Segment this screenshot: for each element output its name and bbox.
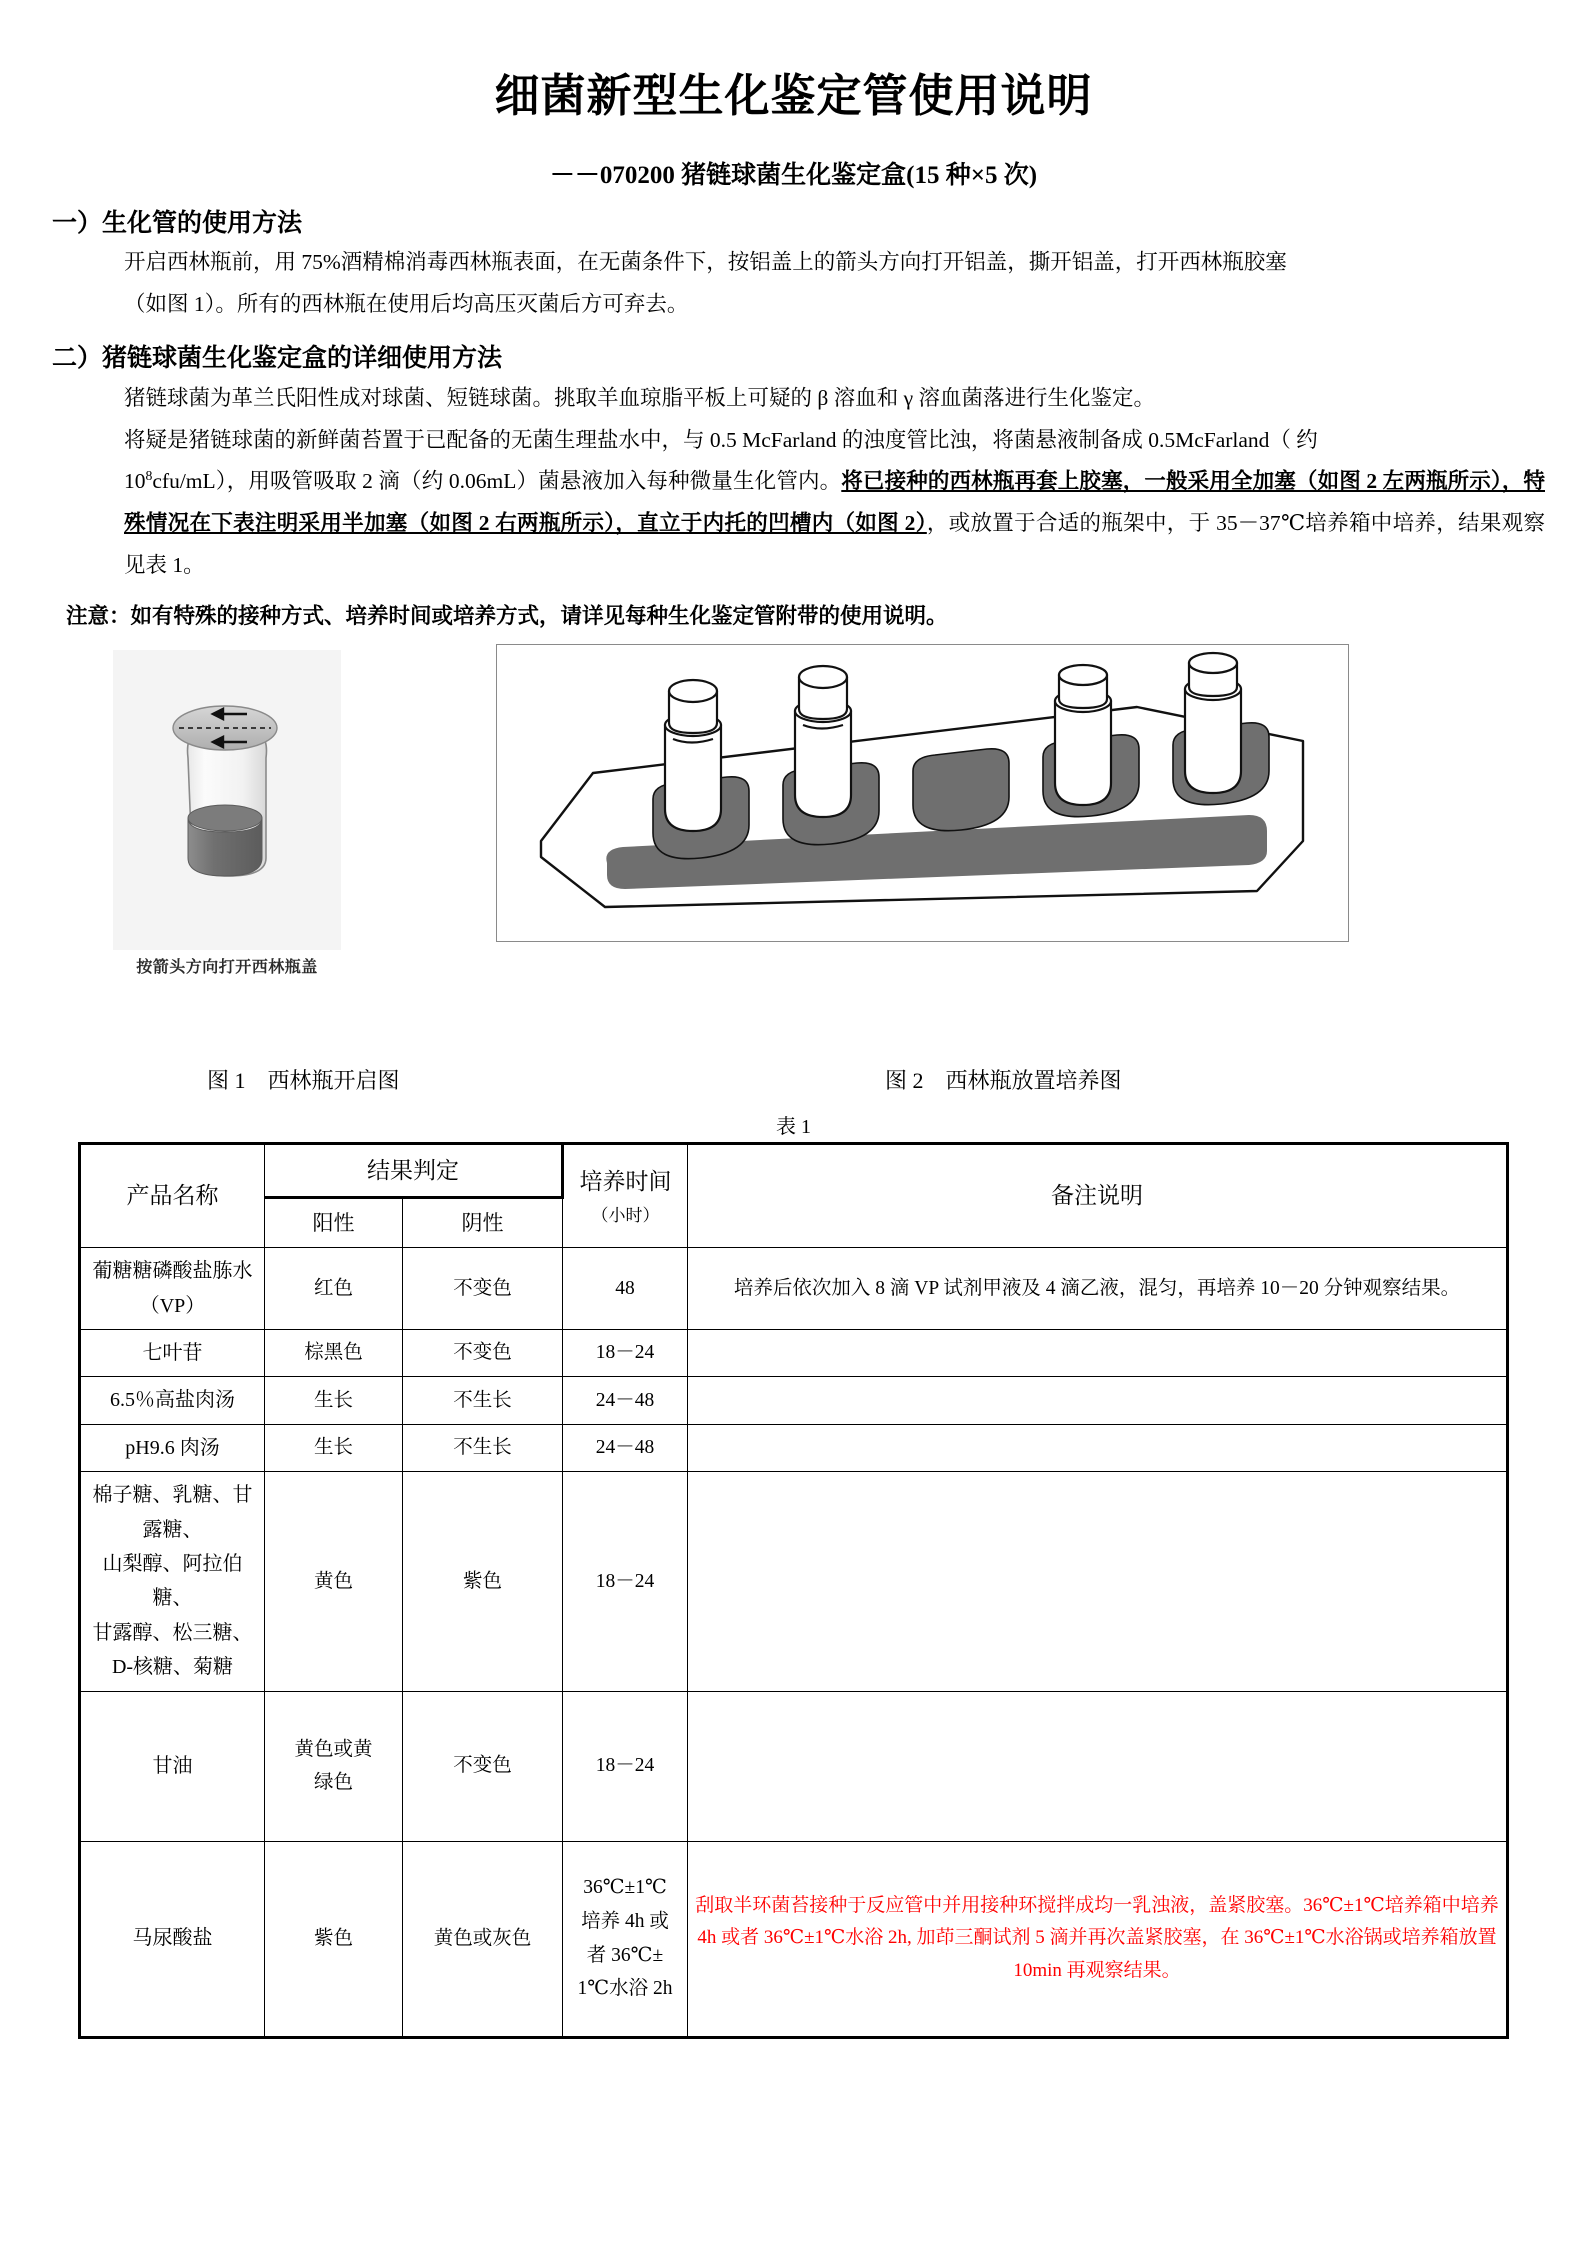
section-2-paragraph-1: 猪链球菌为革兰氏阳性成对球菌、短链球菌。挑取羊血琼脂平板上可疑的 β 溶血和 γ 溶血菌落进行生化鉴定。 <box>124 385 1155 410</box>
header-product: 产品名称 <box>80 1143 265 1248</box>
cell-negative: 不生长 <box>403 1424 563 1471</box>
cell-negative: 不生长 <box>403 1377 563 1424</box>
cell-time: 24－48 <box>563 1377 688 1424</box>
cell-product: pH9.6 肉汤 <box>80 1424 265 1471</box>
page-subtitle: －－070200 猪链球菌生化鉴定盒(15 种×5 次) <box>549 161 1038 189</box>
cell-product: 马尿酸盐 <box>80 1841 265 2037</box>
section-1-paragraph-1: 开启西林瓶前，用 75%酒精棉消毒西林瓶表面，在无菌条件下，按铝盖上的箭头方向打开铝盖，撕开铝盖，打开西林瓶胶塞 <box>124 250 1287 275</box>
header-time-label: 培养时间 <box>579 1168 672 1194</box>
figure-1-inline-caption: 按箭头方向打开西林瓶盖 <box>136 958 318 976</box>
figure-2-caption <box>885 1064 1122 1095</box>
cell-negative: 不变色 <box>403 1330 563 1377</box>
figure-captions <box>0 1064 1587 1110</box>
para2-line2: $10^8cfu/mL$），用吸管吸取 2 滴（约 0.06mL）菌悬液加入每种微量生化管内。 <box>124 468 842 494</box>
cell-product: 棉子糖、乳糖、甘露糖、 山梨醇、阿拉伯糖、 甘露醇、松三糖、 D-核糖、菊糖 <box>80 1472 265 1691</box>
cell-positive: 紫色 <box>265 1841 403 2037</box>
cell-time: 24－48 <box>563 1424 688 1471</box>
table-row <box>80 1841 1508 2037</box>
header-time-unit: （小时） <box>591 1206 660 1226</box>
para2-line1: 将疑是猪链球菌的新鲜菌苔置于已配备的无菌生理盐水中，与 0.5 McFarland 的浊度管比浊，将菌悬液制备成 0.5McFarland（ 约 <box>124 427 1318 452</box>
cell-remark <box>688 1330 1508 1377</box>
section-heading-2: 二）猪链球菌生化鉴定盒的详细使用方法 <box>52 344 503 373</box>
page-title: 细菌新型生化鉴定管使用说明 <box>494 70 1093 121</box>
cell-product: 葡糖糖磷酸盐胨水 （VP） <box>80 1248 265 1330</box>
para2-line3: ，或放置于合适的瓶架中，于 35－37℃培养箱中培养，结果观察见表 1。 <box>124 511 1545 578</box>
document-body <box>0 205 1587 634</box>
header-positive: 阳性 <box>265 1198 403 1248</box>
cell-remark: 培养后依次加入 8 滴 VP 试剂甲液及 4 滴乙液，混匀，再培养 10－20 分钟观察结果。 <box>688 1248 1508 1330</box>
table-header-row-1 <box>80 1143 1508 1198</box>
header-negative: 阴性 <box>403 1198 563 1248</box>
cell-product: 6.5％高盐肉汤 <box>80 1377 265 1424</box>
figures-area <box>0 650 1587 1050</box>
table-row <box>80 1424 1508 1471</box>
cell-product: 甘油 <box>80 1691 265 1841</box>
section-1-paragraph-2: （如图 1）。所有的西林瓶在使用后均高压灭菌后方可弃去。 <box>124 292 689 317</box>
figure-2-caption-text: 西林瓶放置培养图 <box>945 1067 1122 1093</box>
table-label: 表 1 <box>776 1115 811 1138</box>
cell-remark: 刮取半环菌苔接种于反应管中并用接种环搅拌成均一乳浊液，盖紧胶塞。36℃±1℃培养箱中培养 4h 或者 36℃±1℃水浴 2h, 加茚三酮试剂 5 滴并再次盖紧胶塞，在 36℃±1℃水浴锅或培养箱放置 10min 再观察结果。 <box>688 1841 1508 2037</box>
figure-2-image <box>496 644 1349 942</box>
attention-note: 注意：如有特殊的接种方式、培养时间或培养方式，请详见每种生化鉴定管附带的使用说明。 <box>66 604 948 629</box>
cell-positive: 红色 <box>265 1248 403 1330</box>
cell-remark <box>688 1472 1508 1691</box>
header-remark: 备注说明 <box>688 1143 1508 1248</box>
cell-positive: 黄色或黄 绿色 <box>265 1691 403 1841</box>
table-row <box>80 1330 1508 1377</box>
cell-remark <box>688 1691 1508 1841</box>
section-2-paragraph-2 <box>52 420 1545 462</box>
figure-1-image <box>113 650 341 950</box>
figure-1-label: 图 1 <box>207 1067 246 1093</box>
cell-remark <box>688 1424 1508 1471</box>
figure-2-label: 图 2 <box>885 1067 924 1093</box>
cell-time: 18－24 <box>563 1691 688 1841</box>
cell-negative: 不变色 <box>403 1691 563 1841</box>
cell-time: 48 <box>563 1248 688 1330</box>
para2-emph1: 将已接种的西林瓶再套上胶塞，一般采用全加塞（如图 2 左两瓶所示），特殊情况在下表注明采用半加塞（如图 2 右两瓶所示），直立于内托的凹槽内（如图 2） <box>124 469 1545 536</box>
results-table <box>78 1142 1509 2039</box>
cell-positive: 黄色 <box>265 1472 403 1691</box>
cell-positive: 生长 <box>265 1424 403 1471</box>
header-result: 结果判定 <box>265 1143 563 1198</box>
table-row <box>80 1691 1508 1841</box>
header-time <box>563 1143 688 1248</box>
table-head <box>80 1143 1508 1248</box>
cell-negative: 黄色或灰色 <box>403 1841 563 2037</box>
table-container <box>0 1142 1587 2039</box>
cell-product: 七叶苷 <box>80 1330 265 1377</box>
figure-1-caption <box>207 1064 400 1095</box>
cell-time: 36℃±1℃ 培养 4h 或 者 36℃± 1℃水浴 2h <box>563 1841 688 2037</box>
table-body <box>80 1248 1508 2037</box>
figure-1-caption-text: 西林瓶开启图 <box>267 1067 400 1093</box>
section-2-paragraph-3 <box>52 461 1545 587</box>
table-row <box>80 1472 1508 1691</box>
table-row <box>80 1248 1508 1330</box>
section-heading-1: 一）生化管的使用方法 <box>52 208 303 237</box>
table-row <box>80 1377 1508 1424</box>
cell-positive: 棕黑色 <box>265 1330 403 1377</box>
cell-positive: 生长 <box>265 1377 403 1424</box>
cell-negative: 不变色 <box>403 1248 563 1330</box>
cell-remark <box>688 1377 1508 1424</box>
cell-time: 18－24 <box>563 1330 688 1377</box>
cell-negative: 紫色 <box>403 1472 563 1691</box>
cell-time: 18－24 <box>563 1472 688 1691</box>
